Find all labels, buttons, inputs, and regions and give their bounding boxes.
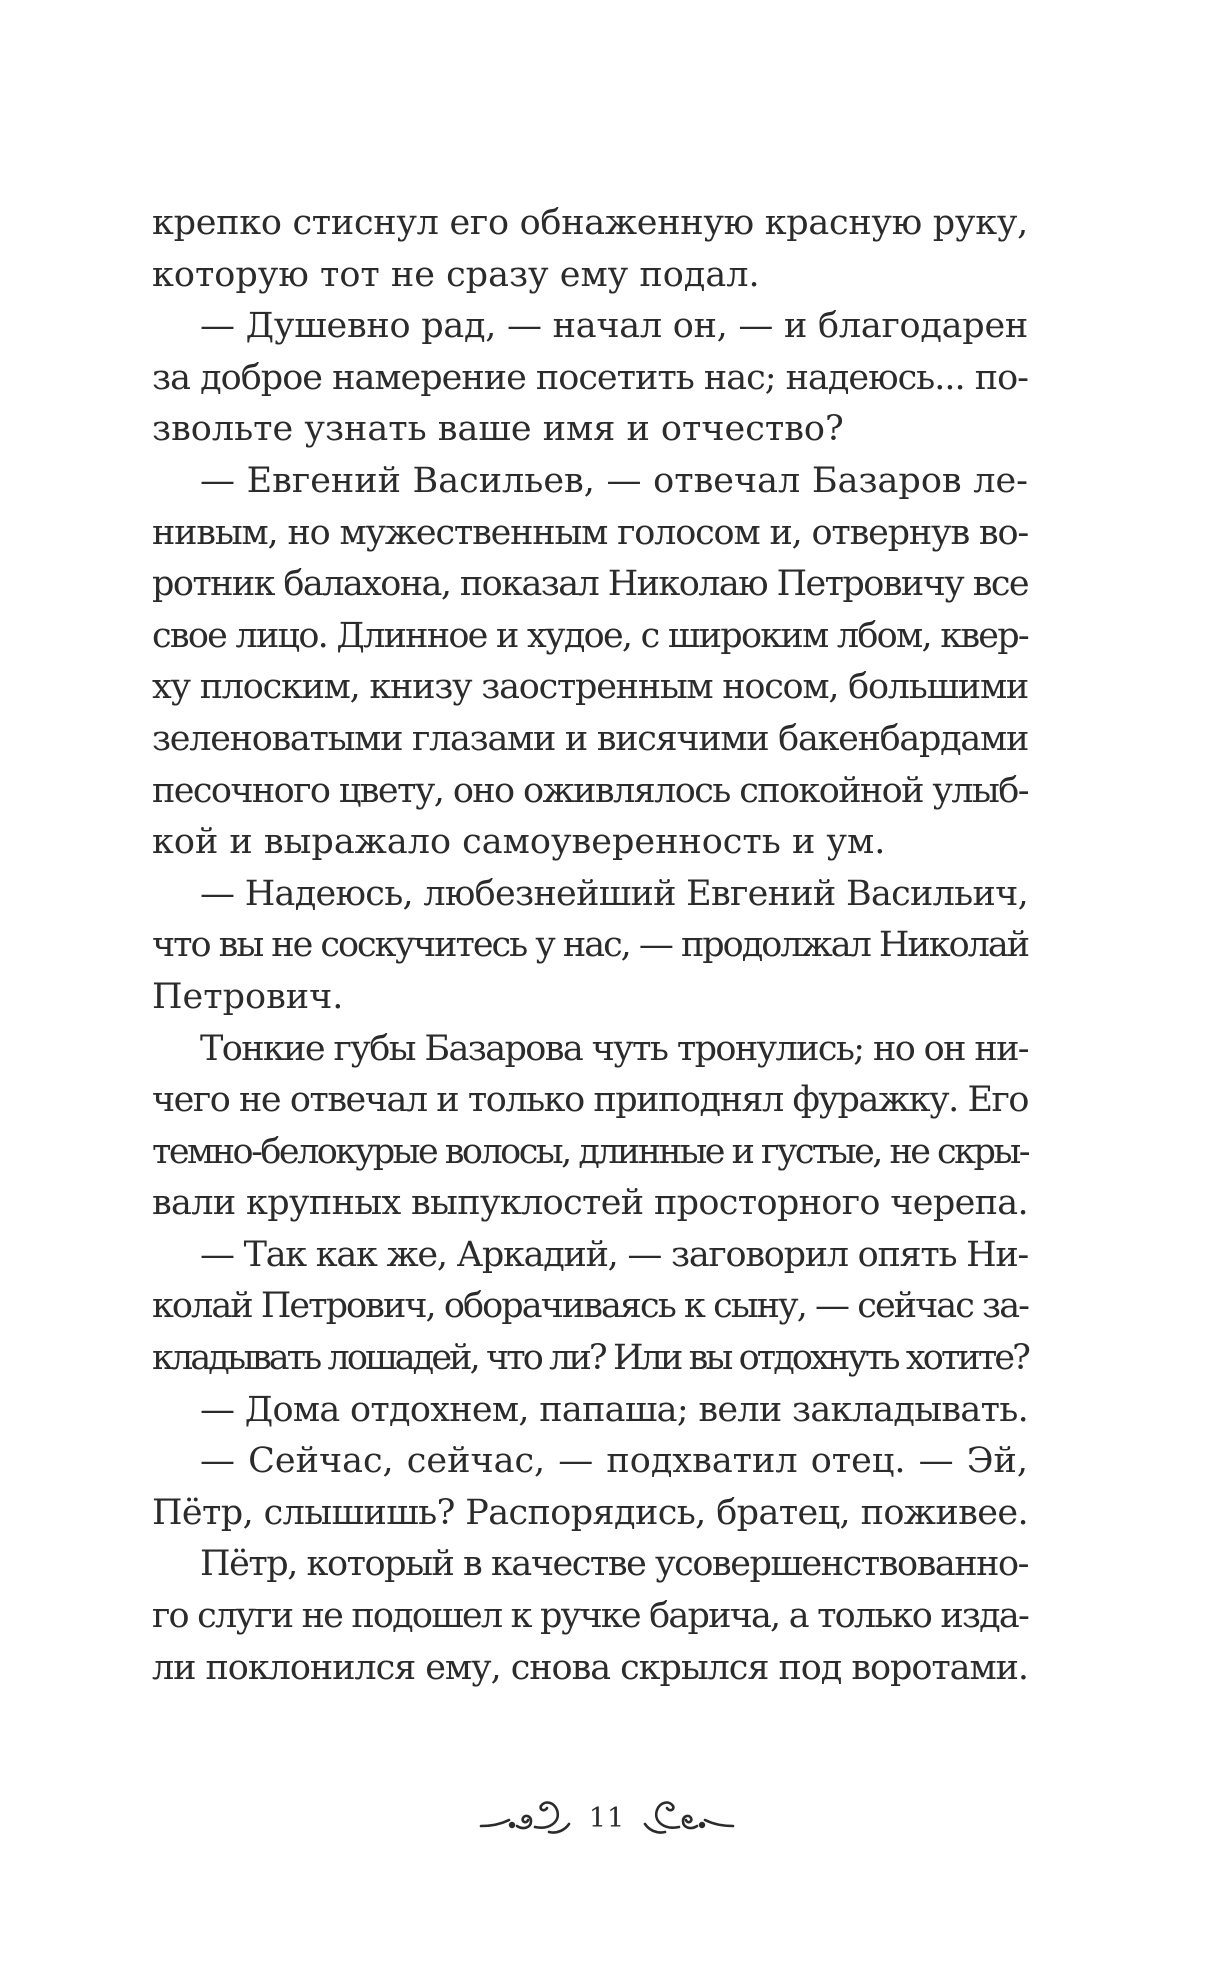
text-line: — Сейчас, сейчас, — подхватил отец. — Эй, bbox=[200, 1441, 1028, 1482]
text-line: свое лицо. Длинное и худое, с широким лбом, квер- bbox=[152, 615, 1029, 656]
text-line: Пётр, который в качестве усовершенствованно- bbox=[200, 1544, 1028, 1585]
text-line: зеленоватыми глазами и висячими бакенбардами bbox=[152, 718, 1028, 759]
text-line: чего не отвечал и только приподнял фуражку. Его bbox=[152, 1080, 1028, 1121]
text-line: песочного цвету, оно оживлялось спокойной улыб- bbox=[152, 770, 1029, 811]
text-line: кладывать лошадей, что ли? Или вы отдохнуть хотите? bbox=[152, 1338, 1029, 1379]
page-footer bbox=[0, 1790, 1214, 1846]
text-line: темно-белокурые волосы, длинные и густые, не скры- bbox=[152, 1131, 1028, 1172]
page-number: 11 bbox=[588, 1802, 626, 1834]
text-line: крепко стиснул его обнаженную красную руку, bbox=[152, 203, 1028, 243]
text-line: — Душевно рад, — начал он, — и благодарен bbox=[200, 306, 1029, 347]
flourish-left-ornament bbox=[479, 1796, 571, 1840]
body-text bbox=[152, 198, 1028, 1694]
text-line: Тонкие губы Базарова чуть тронулись; но он ни- bbox=[200, 1028, 1028, 1069]
text-line: что вы не соскучитесь у нас, — продолжал Николай bbox=[152, 925, 1029, 966]
text-line: Петрович. bbox=[152, 976, 344, 1017]
text-line: которую тот не сразу ему подал. bbox=[152, 254, 760, 295]
text-line: го слуги не подошел к ручке барича, а только изда- bbox=[152, 1596, 1028, 1637]
text-line: нивым, но мужественным голосом и, отвернув во- bbox=[152, 512, 1028, 553]
text-line: колай Петрович, оборачиваясь к сыну, — сейчас за- bbox=[152, 1286, 1028, 1327]
text-line: — Евгений Васильев, — отвечал Базаров ле- bbox=[200, 460, 1028, 501]
text-line: — Надеюсь, любезнейший Евгений Васильич, bbox=[200, 873, 1028, 914]
text-line: — Дома отдохнем, папаша; вели закладывать. bbox=[200, 1389, 1029, 1430]
text-line: ротник балахона, показал Николаю Петровичу все bbox=[152, 564, 1028, 605]
text-line: ху плоским, книзу заостренным носом, большими bbox=[152, 667, 1028, 708]
text-line: — Так как же, Аркадий, — заговорил опять Ни- bbox=[200, 1234, 1028, 1275]
text-line: за доброе намерение посетить нас; надеюсь... по- bbox=[152, 357, 1029, 398]
text-line: Пётр, слышишь? Распорядись, братец, поживее. bbox=[152, 1492, 1028, 1533]
text-line: звольте узнать ваше имя и отчество? bbox=[152, 409, 844, 450]
text-line: вали крупных выпуклостей просторного черепа. bbox=[152, 1183, 1028, 1224]
text-line: кой и выражало самоуверенность и ум. bbox=[152, 822, 886, 863]
text-line: ли поклонился ему, снова скрылся под воротами. bbox=[152, 1647, 1028, 1688]
flourish-right-ornament bbox=[643, 1796, 735, 1840]
